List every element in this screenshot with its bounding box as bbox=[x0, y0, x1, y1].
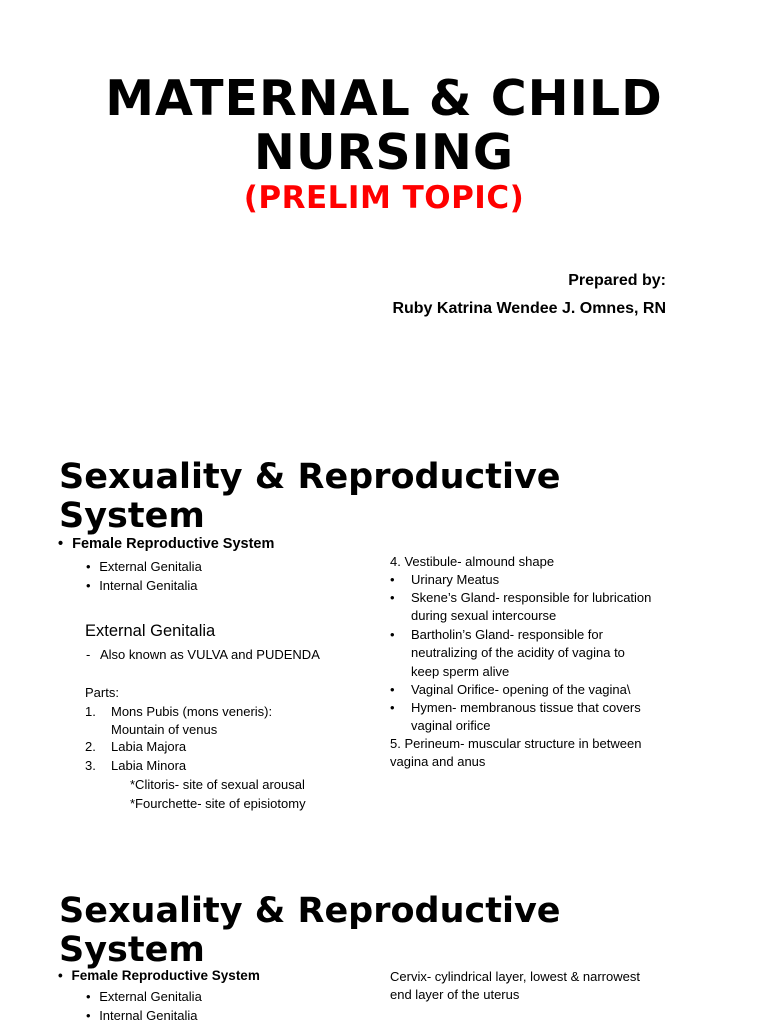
item-number: 1. bbox=[85, 704, 96, 719]
cervix-item: Cervix- cylindrical layer, lowest & narrowest end layer of the uterus bbox=[390, 969, 640, 1003]
title-line-1: Sexuality & Reproductive bbox=[59, 457, 561, 497]
right-bullet-item: • Bartholin’s Gland- responsible for neutralizing of the acidity of vagina to keep sperm alive bbox=[390, 627, 625, 679]
bullet-icon: • bbox=[58, 968, 63, 983]
right-bullet-item: • Hymen- membranous tissue that covers vaginal orifice bbox=[390, 700, 641, 734]
content-slide-2 bbox=[0, 860, 768, 1024]
bullet-icon: • bbox=[390, 590, 395, 605]
title-line-1: MATERNAL & CHILD bbox=[105, 70, 663, 127]
title-line-1: Sexuality & Reproductive bbox=[59, 891, 561, 931]
sub-bullet-label: External Genitalia bbox=[99, 989, 202, 1004]
perineum-item: 5. Perineum- muscular structure in between vagina and anus bbox=[390, 736, 642, 770]
item-label: Labia Majora bbox=[111, 739, 187, 754]
section-heading: External Genitalia bbox=[85, 622, 216, 640]
dash-item-label: Also known as VULVA and PUDENDA bbox=[99, 647, 320, 662]
item-number: 2. bbox=[85, 739, 96, 754]
bullet-icon: • bbox=[86, 578, 91, 593]
sub-bullet-item bbox=[86, 988, 202, 1006]
numbered-item bbox=[85, 738, 187, 756]
right-bullet-item: • Skene’s Gland- responsible for lubrication during sexual intercourse bbox=[390, 590, 652, 624]
bullet-icon: • bbox=[390, 572, 395, 587]
star-item: *Fourchette- site of episiotomy bbox=[130, 796, 306, 811]
parts-label: Parts: bbox=[85, 685, 119, 700]
sub-bullet-item bbox=[86, 1007, 197, 1025]
bullet-icon: • bbox=[390, 700, 395, 715]
slide-title bbox=[0, 72, 768, 180]
main-bullet-item bbox=[58, 536, 274, 552]
right-bullet-item: • Urinary Meatus bbox=[390, 572, 500, 587]
item-number: 3. bbox=[85, 758, 96, 773]
main-bullet-label: Female Reproductive System bbox=[71, 968, 260, 983]
content-slide-1 bbox=[0, 420, 768, 860]
title-line-2: NURSING bbox=[253, 124, 515, 181]
vestibule-item: 4. Vestibule- almound shape bbox=[390, 554, 555, 569]
bullet-icon: • bbox=[58, 536, 64, 552]
sub-bullet-label: External Genitalia bbox=[99, 559, 202, 574]
numbered-item bbox=[85, 757, 187, 775]
item-label: Mons Pubis (mons veneris): Mountain of venus bbox=[111, 704, 273, 738]
sub-bullet-label: Internal Genitalia bbox=[99, 1008, 198, 1023]
bullet-icon: • bbox=[86, 559, 91, 574]
bullet-icon: • bbox=[390, 682, 395, 697]
author-name: Ruby Katrina Wendee J. Omnes, RN bbox=[392, 300, 666, 317]
star-item: *Clitoris- site of sexual arousal bbox=[130, 777, 305, 792]
sub-bullet-item bbox=[86, 558, 202, 576]
title-slide bbox=[0, 0, 768, 420]
main-bullet-label: Female Reproductive System bbox=[72, 536, 275, 552]
slide-title bbox=[59, 892, 699, 970]
bullet-icon: • bbox=[86, 989, 91, 1004]
slide-title bbox=[59, 458, 699, 536]
title-line-2: System bbox=[59, 930, 205, 970]
dash-item bbox=[86, 646, 320, 664]
numbered-item bbox=[85, 703, 273, 738]
slide-subtitle: (PRELIM TOPIC) bbox=[243, 180, 525, 216]
title-line-2: System bbox=[59, 496, 205, 536]
item-label: Labia Minora bbox=[111, 758, 187, 773]
sub-bullet-item bbox=[86, 577, 197, 595]
bullet-icon: • bbox=[390, 627, 395, 642]
dash-icon: - bbox=[86, 647, 91, 662]
main-bullet-item bbox=[58, 968, 260, 983]
prepared-by-label: Prepared by: bbox=[568, 272, 666, 289]
bullet-icon: • bbox=[86, 1008, 91, 1023]
sub-bullet-label: Internal Genitalia bbox=[99, 578, 198, 593]
right-bullet-item: • Vaginal Orifice- opening of the vagina\ bbox=[390, 682, 631, 697]
